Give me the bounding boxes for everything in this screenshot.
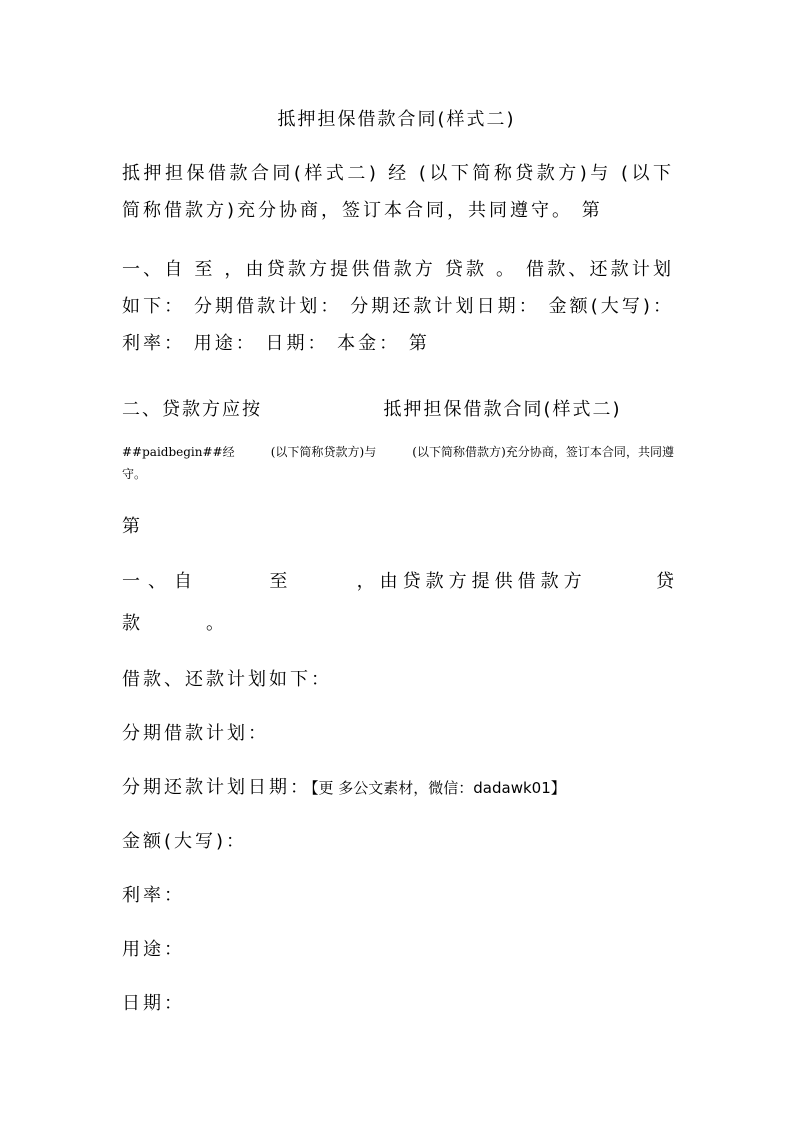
article-1-part-2: 至 xyxy=(269,571,288,592)
amount-line: 金额(大写)： xyxy=(122,831,248,852)
article-1-part-3: ，由贷款方提供借款方 xyxy=(356,571,587,592)
installment-borrow: 分期借款计划： xyxy=(122,723,269,744)
article-2-line xyxy=(122,395,682,421)
intro-paragraph: 抵押担保借款合同(样式二) 经 (以下简称贷款方)与 (以下简称借款方)充分协商，签订本合同，共同遵守。 第 xyxy=(122,163,674,221)
installment-repay-line xyxy=(122,773,682,799)
article-2-title-repeat: 抵押担保借款合同(样式二) xyxy=(383,399,622,420)
article-1-line-a xyxy=(122,567,674,593)
small-paragraph: ##paidbegin##经 (以下简称贷款方)与 (以下简称借款方)充分协商，签订本合同，共同遵守。 xyxy=(122,445,674,481)
page-title: 抵押担保借款合同(样式二) xyxy=(277,109,516,130)
date-line: 日期： xyxy=(122,993,185,1014)
article-1-part-1: 一、自 xyxy=(122,571,200,592)
article-1-paragraph: 一、自 至 ，由贷款方提供借款方 贷款 。 借款、还款计划如下： 分期借款计划： 分期还款计划日期： 金额(大写)： 利率： 用途： 日期： 本金： 第 xyxy=(122,259,674,354)
ad-text: 【更 多公文素材，微信：dadawk01】 xyxy=(311,779,566,797)
di-line: 第 xyxy=(122,516,143,537)
article-2-heading: 二、贷款方应按 xyxy=(122,399,262,420)
rate-line: 利率： xyxy=(122,885,185,906)
plan-heading: 借款、还款计划如下： xyxy=(122,669,332,690)
article-1-line-b: 款 。 xyxy=(122,613,227,634)
installment-repay: 分期还款计划日期： xyxy=(122,777,311,798)
article-1-part-4: 贷 xyxy=(655,571,674,592)
purpose-line: 用途： xyxy=(122,939,185,960)
